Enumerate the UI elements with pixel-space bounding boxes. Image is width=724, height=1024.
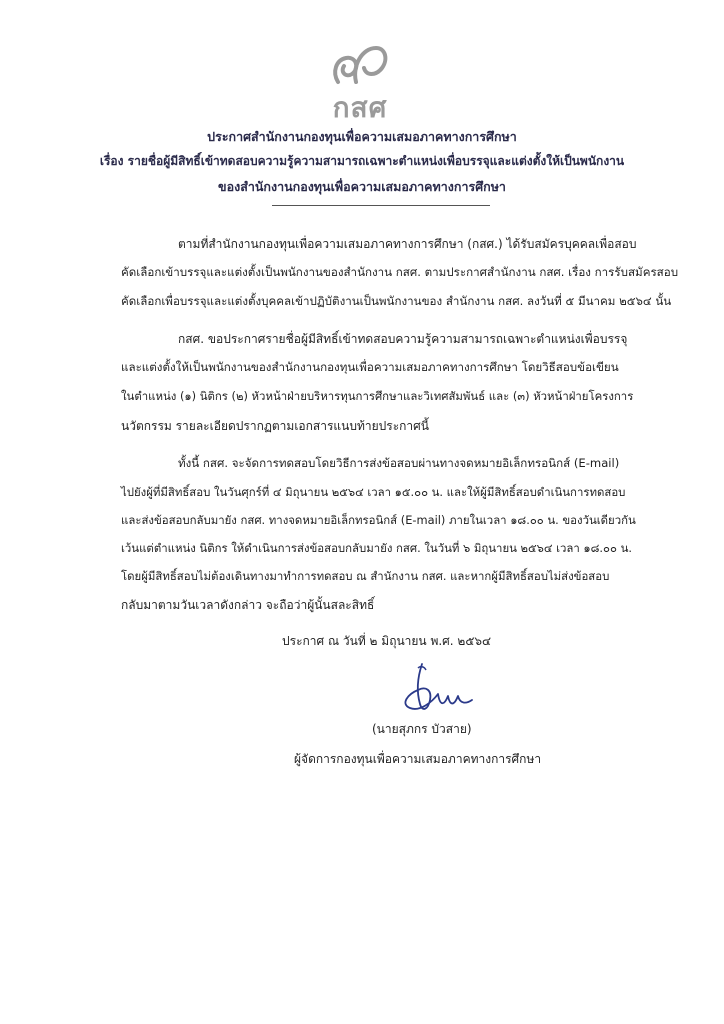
paragraph-2-line-3: ในตำแหน่ง (๑) นิติกร (๒) หัวหน้าฝ่ายบริหารทุนการศึกษาและวิเทศสัมพันธ์ และ (๓) หัวหน้าฝ่ายโครงการ [121,389,634,403]
announcement-date: ประกาศ ณ วันที่ ๒ มิถุนายน พ.ศ. ๒๕๖๔ [282,634,492,648]
header-divider [272,205,490,206]
paragraph-3-line-3: และส่งข้อสอบกลับมายัง กสศ. ทางจดหมายอิเล็กทรอนิกส์ (E-mail) ภายในเวลา ๑๘.๐๐ น. ของวันเดียวกัน [121,513,636,527]
paragraph-2-line-1: กสศ. ขอประกาศรายชื่อผู้มีสิทธิ์เข้าทดสอบความรู้ความสามารถเฉพาะตำแหน่งเพื่อบรรจุ [178,332,628,346]
signer-name: (นายสุภกร บัวสาย) [372,722,472,736]
paragraph-3-line-6: กลับมาตามวันเวลาดังกล่าว จะถือว่าผู้นั้นสละสิทธิ์ [121,598,375,612]
paragraph-1-line-2: คัดเลือกเข้าบรรจุและแต่งตั้งเป็นพนักงานของสำนักงาน กสศ. ตามประกาศสำนักงาน กสศ. เรื่อง การรับสมัครสอบ [121,265,679,279]
paragraph-3-line-5: โดยผู้มีสิทธิ์สอบไม่ต้องเดินทางมาทำการทดสอบ ณ สำนักงาน กสศ. และหากผู้มีสิทธิ์สอบไม่ส่งข้อสอบ [121,569,610,583]
paragraph-1-line-3: คัดเลือกเพื่อบรรจุและแต่งตั้งบุคคลเข้าปฏิบัติงานเป็นพนักงานของ สำนักงาน กสศ. ลงวันที่ ๕ มีนาคม ๒๕๖๔ นั้น [121,294,672,308]
signer-title: ผู้จัดการกองทุนเพื่อความเสมอภาคทางการศึกษา [294,752,542,766]
paragraph-3-line-2: ไปยังผู้ที่มีสิทธิ์สอบ ในวันศุกร์ที่ ๔ มิถุนายน ๒๕๖๔ เวลา ๑๕.๐๐ น. และให้ผู้มีสิทธิ์สอบดำเนินการทดสอบ [121,485,626,499]
paragraph-2-line-2: และแต่งตั้งให้เป็นพนักงานของสำนักงานกองทุนเพื่อความเสมอภาคทางการศึกษา โดยวิธีสอบข้อเขียน [121,360,619,374]
logo-text: กสศ [332,91,388,124]
paragraph-1-line-1: ตามที่สำนักงานกองทุนเพื่อความเสมอภาคทางการศึกษา (กสศ.) ได้รับสมัครบุคคลเพื่อสอบ [178,237,637,251]
announcement-subject-cont: ของสำนักงานกองทุนเพื่อความเสมอภาคทางการศึกษา [218,179,506,194]
announcement-subject: เรื่อง รายชื่อผู้มีสิทธิ์เข้าทดสอบความรู้ความสามารถเฉพาะตำแหน่งเพื่อบรรจุและแต่งตั้งให้เป็นพนักงาน [99,154,625,168]
paragraph-3-line-1: ทั้งนี้ กสศ. จะจัดการทดสอบโดยวิธีการส่งข้อสอบผ่านทางจดหมายอิเล็กทรอนิกส์ (E-mail) [178,456,620,470]
paragraph-2-line-4: นวัตกรรม รายละเอียดปรากฏตามเอกสารแนบท้ายประกาศนี้ [121,419,429,433]
announcement-title: ประกาศสำนักงานกองทุนเพื่อความเสมอภาคทางการศึกษา [207,129,517,144]
paragraph-3-line-4: เว้นแต่ตำแหน่ง นิติกร ให้ดำเนินการส่งข้อสอบกลับมายัง กสศ. ในวันที่ ๖ มิถุนายน ๒๕๖๔ เวลา ๑๘.๐๐ น. [121,541,632,555]
signature-icon [388,660,488,716]
oesf-logo-icon [330,42,390,90]
